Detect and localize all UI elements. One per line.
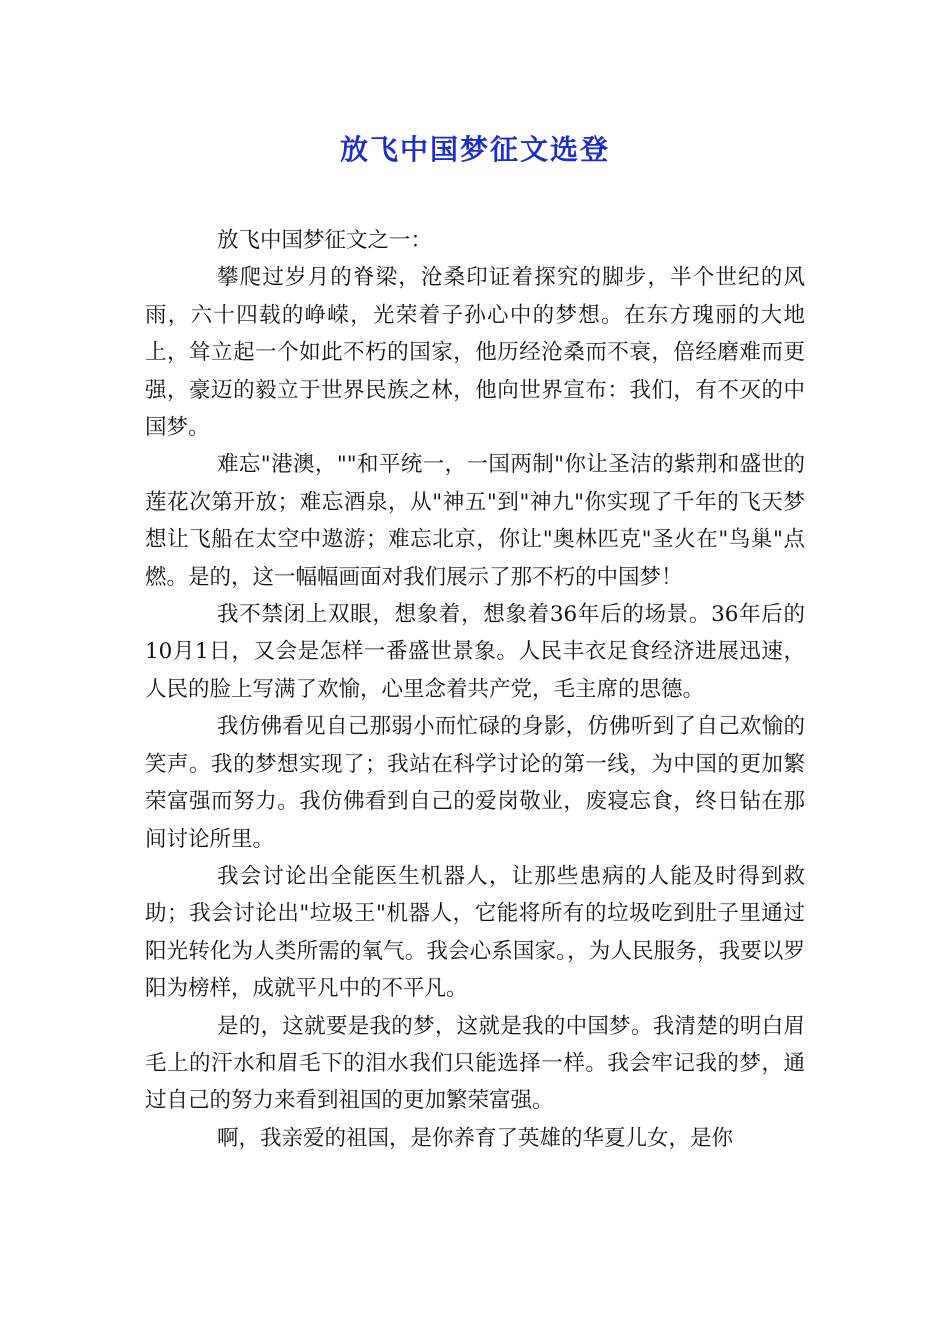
- paragraph: 我会讨论出全能医生机器人，让那些患病的人能及时得到救助；我会讨论出"垃圾王"机器人，它能将所有的垃圾吃到肚子里通过阳光转化为人类所需的氧气。我会心系国家。，为人民服务，我要以罗阳为榜样，成就平凡中的不平凡。: [145, 863, 805, 1002]
- document-body: [145, 222, 805, 1157]
- paragraph: 攀爬过岁月的脊梁，沧桑印证着探究的脚步，半个世纪的风雨，六十四载的峥嵘，光荣着子孙心中的梦想。在东方瑰丽的大地上，耸立起一个如此不朽的国家，他历经沧桑而不衰，倍经磨难而更强，豪迈的毅立于世界民族之林，他向世界宣布：我们，有不灭的中国梦。: [145, 265, 805, 441]
- document-title: 放飞中国梦征文选登: [339, 133, 610, 166]
- paragraph-heading: 放飞中国梦征文之一：: [217, 228, 433, 253]
- paragraph: 啊，我亲爱的祖国，是你养育了英雄的华夏儿女，是你: [217, 1125, 734, 1151]
- paragraph: 是的，这就要是我的梦，这就是我的中国梦。我清楚的明白眉毛上的汗水和眉毛下的泪水我们只能选择一样。我会牢记我的梦，通过自己的努力来看到祖国的更加繁荣富强。: [145, 1013, 805, 1114]
- paragraph: 难忘"港澳，""和平统一，一国两制"你让圣洁的紫荆和盛世的莲花次第开放；难忘酒泉，从"神五"到"神九"你实现了千年的飞天梦想让飞船在太空中遨游；难忘北京，你让"奥林匹克"圣火在"鸟巢"点燃。是的，这一幅幅画面对我们展示了那不朽的中国梦！: [145, 452, 805, 590]
- paragraph: 我仿佛看见自己那弱小而忙碌的身影，仿佛听到了自己欢愉的笑声。我的梦想实现了；我站在科学讨论的第一线，为中国的更加繁荣富强而努力。我仿佛看到自己的爱岗敬业，废寝忘食，终日钻在那间讨论所里。: [145, 714, 805, 852]
- paragraph: 我不禁闭上双眼，想象着，想象着36年后的场景。36年后的10月1日，又会是怎样一番盛世景象。人民丰衣足食经济进展迅速，人民的脸上写满了欢愉，心里念着共产党，毛主席的思德。: [145, 602, 805, 702]
